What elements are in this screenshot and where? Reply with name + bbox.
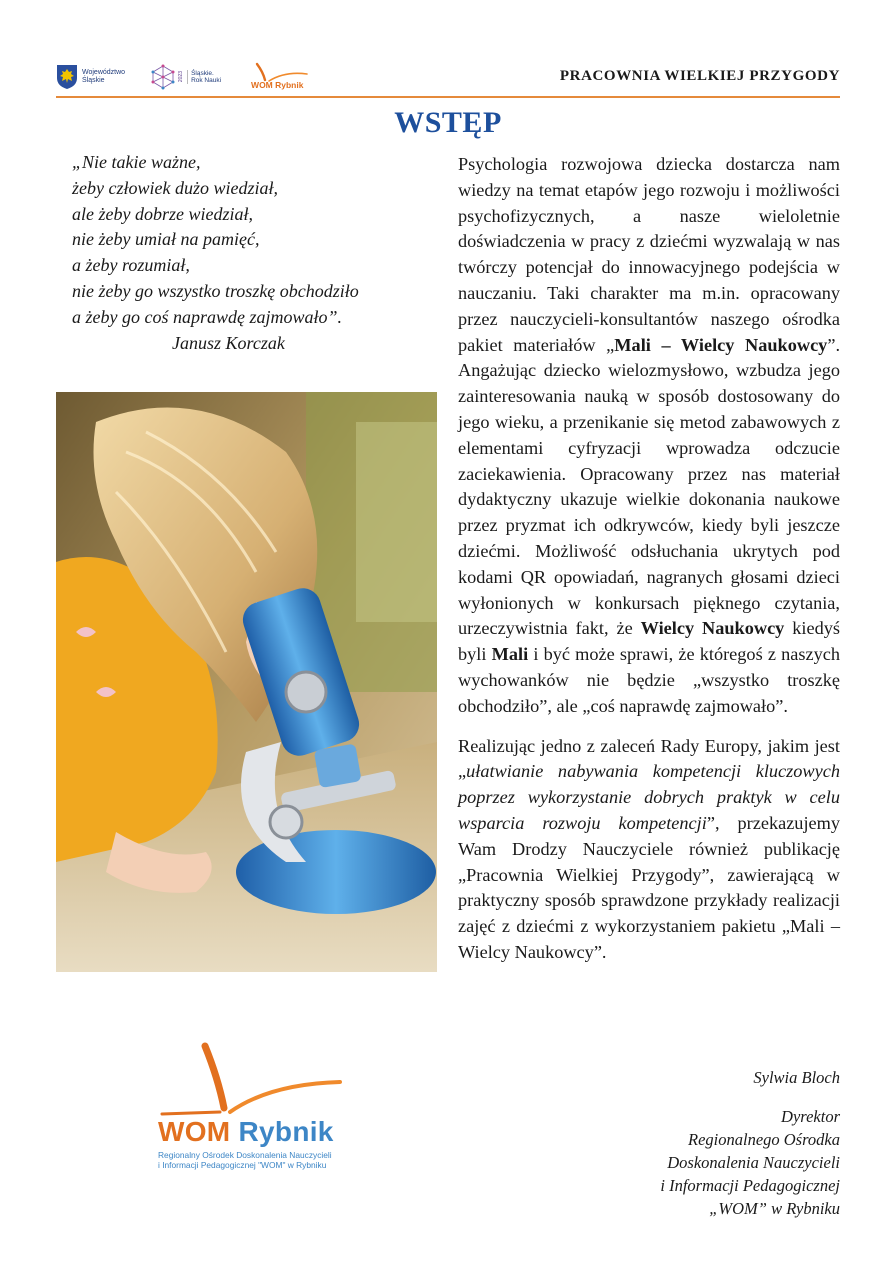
quote-block xyxy=(72,150,432,356)
quote-line: nie żeby go wszystko troszkę obchodziło xyxy=(72,280,359,301)
quote-line: nie żeby umiał na pamięć, xyxy=(72,229,260,250)
wom-logo-name-part1: WOM xyxy=(158,1116,231,1147)
header-divider xyxy=(56,96,840,98)
signature-line: Regionalnego Ośrodka xyxy=(688,1130,840,1149)
text-run: kiedyś byli xyxy=(458,618,840,665)
wom-small-logo xyxy=(251,62,311,92)
wom-logo-subtitle xyxy=(158,1150,378,1170)
voivodeship-line1: Województwo xyxy=(82,69,126,76)
quote-line: „Nie takie ważne, xyxy=(72,152,201,172)
text-run: ”, przekazujemy Wam Drodzy Nauczyciele również publikację „Pracownia Wielkiej Przygody”, zawierającą w praktyczny sposób sprawdzone przykłady realizacji zajęć z dziećmi z wykorzystaniem pakietu „Mali – Wielcy Naukowcy”. xyxy=(458,812,841,962)
quote-line: a żeby rozumiał, xyxy=(72,255,190,276)
text-run: Psychologia rozwojowa dziecka dostarcza nam wiedzy na temat etapów jego rozwoju i możliwości psychofizycznych, a nasze wieloletnie doświadczenia w pracy z dziećmi wyzwalają w nas twórczy potencjał do innowacyjnego podejścia w nauczaniu. Taki charakter ma m.in. opracowany przez nauczycieli-konsultantów naszego ośrodka pakiet materiałów „ xyxy=(458,154,840,355)
signature-line: Doskonalenia Nauczycieli xyxy=(667,1153,840,1172)
signature-name: Sylwia Bloch xyxy=(753,1068,840,1087)
voivodeship-line2: Śląskie xyxy=(82,77,105,84)
quote-author: Janusz Korczak xyxy=(172,332,285,353)
header-title: PRACOWNIA WIELKIEJ PRZYGODY xyxy=(559,68,840,84)
text-run: ”. Angażując dziecko wielozmysłowo, wzbudza jego zainteresowania nauką w sposób dostosowany do jego wieku, a przenikanie się metod zabawowych z elementami cyfryzacji wprowadza odczucie zaciekawienia. Opracowany przez nas materiał dydaktyczny ukazuje wielkie dokonania naukowe przez pryzmat ich odkrywców, kiedy byli jeszcze dziećmi. Możliwość odsłuchania ukrytych pod kodami QR opowiadań, nagranych głosami dzieci wyłonionych w konkursach pięknego czytania, urzeczywistnia fakt, że xyxy=(458,334,841,639)
page-header xyxy=(56,52,840,100)
wom-logo-name xyxy=(158,1116,334,1148)
signature-line: „WOM” w Rybniku xyxy=(709,1199,840,1218)
quote-line: a żeby go coś naprawdę zajmowało”. xyxy=(72,306,342,327)
year-of-science-logo xyxy=(151,64,221,90)
italic-run: ułatwianie nabywania kompetencji kluczowych poprzez wykorzystanie dobrych praktyk w celu wsparcia rozwoju kompetencji xyxy=(458,761,840,833)
photo-illustration xyxy=(56,392,437,972)
wom-logo-name-part2: Rybnik xyxy=(238,1116,334,1147)
year-logo-line2: Rok Nauki xyxy=(191,77,222,84)
signature-block xyxy=(540,1066,840,1220)
silesia-coat-of-arms-icon xyxy=(56,64,78,90)
introduction-text xyxy=(458,152,840,980)
bold-run: Mali – Wielcy Naukowcy xyxy=(614,334,828,355)
wom-logo-subtitle-line1: Regionalny Ośrodek Doskonalenia Nauczycieli xyxy=(158,1150,332,1160)
year-logo-line1: Śląskie. xyxy=(191,70,214,77)
network-icon xyxy=(151,64,175,90)
quote-line: żeby człowiek dużo wiedział, xyxy=(72,177,278,198)
wom-small-logo-text: WOM Rybnik xyxy=(251,80,304,90)
paragraph-2 xyxy=(458,734,840,966)
header-logos xyxy=(56,60,311,94)
paragraph-1 xyxy=(458,152,840,720)
quote-line: ale żeby dobrze wiedział, xyxy=(72,203,253,224)
bold-run: Wielcy Naukowcy xyxy=(640,618,785,639)
child-with-microscope-photo xyxy=(56,392,437,972)
wom-swoosh-icon xyxy=(150,1042,380,1122)
signature-line: Dyrektor xyxy=(781,1107,840,1126)
wom-logo-subtitle-line2: i Informacji Pedagogicznej "WOM" w Rybniku xyxy=(158,1160,327,1170)
text-run: i być może sprawi, że któregoś z naszych wychowanków nie będzie „wszystko troszkę obchodziło”, ale „coś naprawdę zajmowało”. xyxy=(458,644,840,716)
wom-rybnik-logo xyxy=(150,1042,380,1182)
bold-run: Mali xyxy=(491,644,529,665)
signature-line: i Informacji Pedagogicznej xyxy=(660,1176,840,1195)
page-title: WSTĘP xyxy=(394,106,502,139)
text-run: Realizując jedno z zaleceń Rady Europy, jakim jest „ xyxy=(458,735,840,782)
voivodeship-logo xyxy=(56,64,125,90)
year-number: 2023 xyxy=(178,71,185,83)
